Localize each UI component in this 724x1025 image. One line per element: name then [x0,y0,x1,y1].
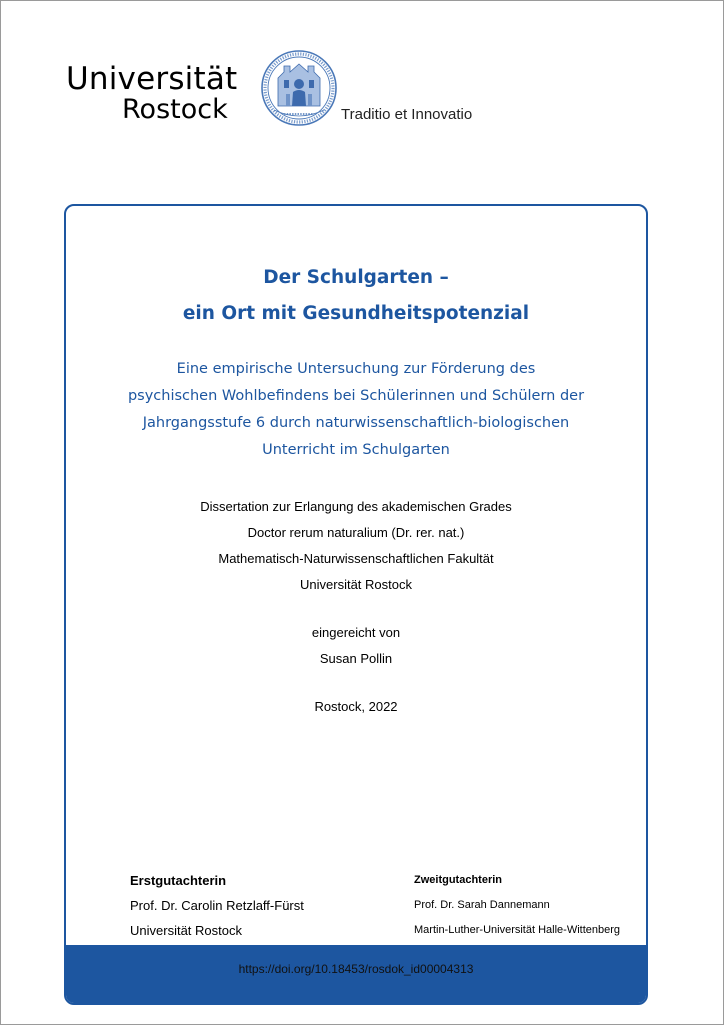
submission-block [66,620,646,672]
second-reviewer-name: Prof. Dr. Sarah Dannemann [414,899,550,911]
university-logo [66,48,486,138]
logo-word-universitaet: Universität [66,61,238,97]
thesis-subtitle-line-2: psychischen Wohlbefindens bei Schülerinnen und Schülern der [127,388,585,404]
degree-line-2: Doctor rerum naturalium (Dr. rer. nat.) [247,525,465,540]
degree-line-3: Mathematisch-Naturwissenschaftlichen Fakultät [218,551,494,566]
first-reviewer-name: Prof. Dr. Carolin Retzlaff-Fürst [130,898,304,913]
submitted-label: eingereicht von [311,625,401,640]
doi-footer [66,945,646,1003]
thesis-subtitle-line-4: Unterricht im Schulgarten [262,442,450,458]
thesis-title-line-1: Der Schulgarten – [263,267,449,288]
degree-statement [66,494,646,598]
university-motto: Traditio et Innovatio [341,106,473,123]
first-reviewer-affiliation: Universität Rostock [130,923,242,938]
first-reviewer-role: Erstgutachterin [130,873,227,888]
thesis-subtitle-line-1: Eine empirische Untersuchung zur Förderung des [176,361,536,377]
thesis-title-line-2: ein Ort mit Gesundheitspotenzial [182,303,530,324]
degree-line-4: Universität Rostock [300,577,412,592]
second-reviewer [414,868,620,943]
thesis-subtitle [66,356,646,464]
title-page-frame [64,204,648,1005]
doi-link[interactable]: https://doi.org/10.18453/rosdok_id00004313 [238,962,474,976]
first-reviewer [130,868,304,943]
second-reviewer-affiliation: Martin-Luther-Universität Halle-Wittenberg [414,924,621,936]
thesis-title [66,260,646,332]
place-year: Rostock, 2022 [314,699,398,714]
second-reviewer-role: Zweitgutachterin [414,874,503,886]
university-seal-icon [260,48,338,128]
logo-word-rostock: Rostock [122,94,228,125]
degree-line-1: Dissertation zur Erlangung des akademischen Grades [200,499,512,514]
author-name: Susan Pollin [319,651,393,666]
thesis-subtitle-line-3: Jahrgangsstufe 6 durch naturwissenschaftlich-biologischen [142,415,570,431]
